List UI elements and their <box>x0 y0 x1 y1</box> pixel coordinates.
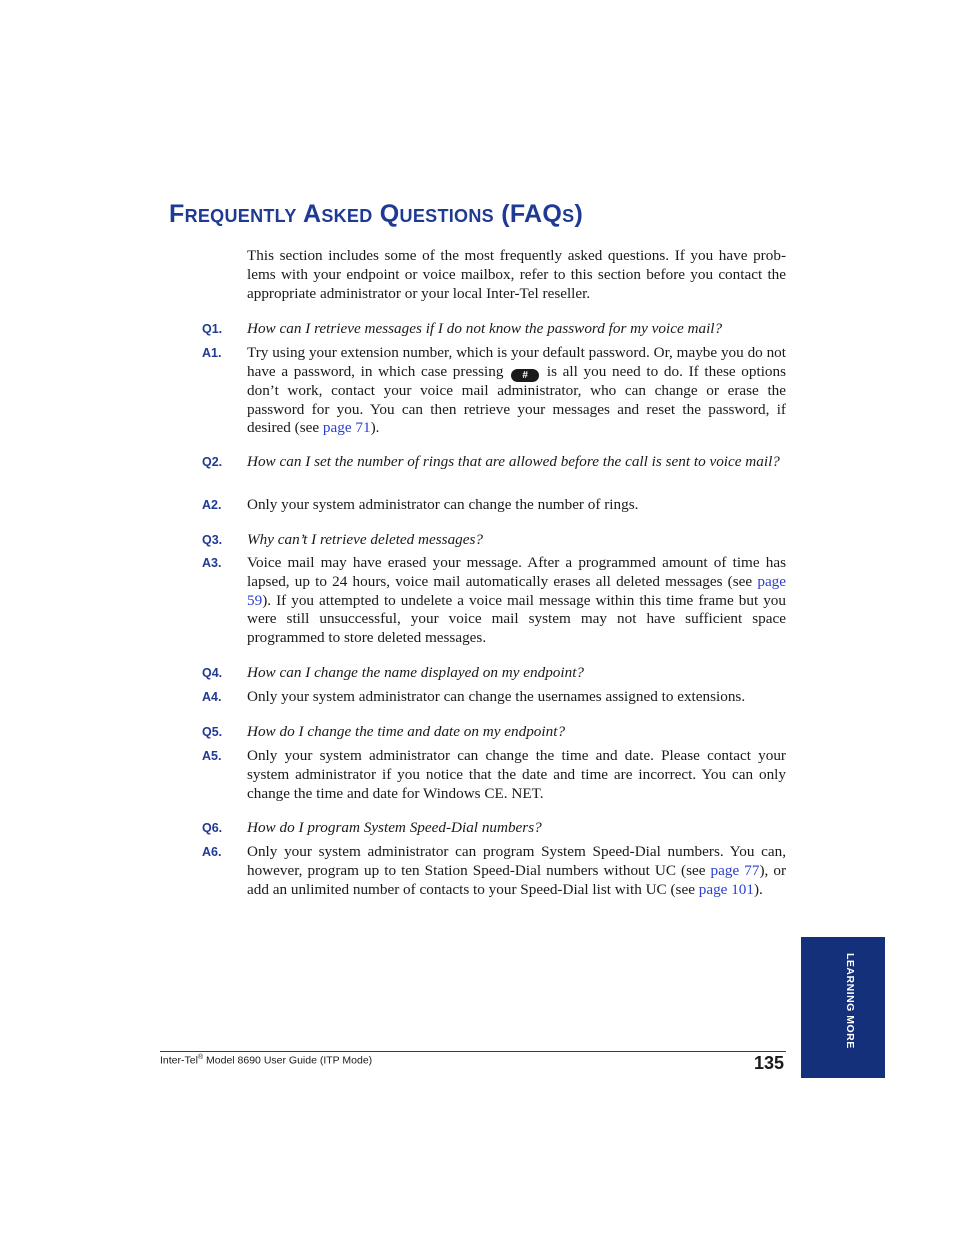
answer-text-part: Voice mail may have erased your message. After a programmed amount of time has lapsed, up to 24 hours, voice mail automatically erases all deleted messages (see <box>247 554 786 590</box>
title-part: F <box>169 200 185 228</box>
title-part: SKED <box>321 206 373 226</box>
answer-text-part: Try using your extension number, which is your default password. Or, maybe you do not have a password, in which case pressing <box>247 344 786 380</box>
footer-divider <box>160 1051 786 1052</box>
pound-key-icon: # <box>511 369 539 382</box>
question-text: Why can’t I retrieve deleted messages? <box>247 531 484 548</box>
section-tab-label: LEARNING MORE <box>844 953 856 1049</box>
page-link[interactable]: page 71 <box>322 419 371 437</box>
title-part: (FAQ <box>501 200 563 228</box>
answer-label: A6. <box>202 845 222 859</box>
footer-brand: Inter-Tel <box>160 1054 198 1067</box>
footer-guide-title: Model 8690 User Guide (ITP Mode) <box>203 1054 373 1067</box>
answer-label: A3. <box>202 556 222 570</box>
question-text: How can I set the number of rings that are allowed before the call is sent to voice mail? <box>247 453 780 470</box>
footer-title <box>160 1054 372 1067</box>
title-part: UESTIONS <box>399 206 494 226</box>
answer-text: Only your system administrator can change the usernames assigned to extensions. <box>247 688 746 705</box>
title-part: S <box>562 206 575 226</box>
question-text: How can I retrieve messages if I do not know the password for my voice mail? <box>247 320 723 337</box>
answer-text <box>247 843 786 899</box>
answer-label: A1. <box>202 346 222 360</box>
question-text: How do I change the time and date on my endpoint? <box>247 723 566 740</box>
answer-text-part: Only your system administrator can program System Speed-Dial numbers. You can, however, program up to ten Station Speed-Dial numbers without UC (see <box>247 843 786 879</box>
question-label: Q5. <box>202 725 223 739</box>
answer-text-part: ). If you attempted to undelete a voice mail message within this time frame but you were still unsuccessful, your voice mail system may not have sufficient space programmed to store deleted messages. <box>247 591 786 647</box>
registered-mark: ® <box>197 1054 204 1061</box>
answer-label: A5. <box>202 749 222 763</box>
page-link[interactable]: page 77 <box>710 861 760 879</box>
question-label: Q4. <box>202 666 223 680</box>
question-label: Q1. <box>202 322 223 336</box>
section-side-tab <box>801 937 885 1078</box>
answer-label: A2. <box>202 498 222 512</box>
answer-text: Only your system administrator can change the number of rings. <box>247 496 639 513</box>
answer-text-part: ). <box>753 880 763 898</box>
page-link[interactable]: page 101 <box>698 880 754 898</box>
page-number: 135 <box>753 1053 784 1073</box>
question-text: How do I program System Speed-Dial numbers? <box>247 819 542 836</box>
answer-text-part: ). <box>370 419 380 437</box>
answer-text <box>247 554 786 648</box>
question-text: How can I change the name displayed on my endpoint? <box>247 664 585 681</box>
title-part: Q <box>379 200 400 228</box>
title-part: REQUENTLY <box>184 206 297 226</box>
question-label: Q3. <box>202 533 223 547</box>
question-label: Q6. <box>202 821 223 835</box>
page-link[interactable]: page 59 <box>247 572 787 609</box>
answer-label: A4. <box>202 690 222 704</box>
title-part: A <box>302 200 322 228</box>
title-part: ) <box>574 200 584 228</box>
question-label: Q2. <box>202 455 223 469</box>
page-title <box>169 200 583 229</box>
answer-text <box>247 344 786 438</box>
answer-text: Only your system administrator can change the time and date. Please contact your system administrator if you notice that the date and time are incorrect. You can only change the time and date for Windows CE. NET. <box>247 747 786 802</box>
intro-paragraph: This section includes some of the most frequently asked questions. If you have problems with your endpoint or voice mailbox, refer to this section before you contact the appropriate administrator or your local Inter-Tel reseller. <box>247 247 786 302</box>
answer-text-part: ), or add an unlimited number of contacts to your Speed-Dial list with UC (see <box>247 861 786 898</box>
answer-text-part: is all you need to do. If these options don’t work, contact your voice mail administrator, who can change or erase the password for you. You can then retrieve your messages and reset the password, if desired (see <box>247 362 787 437</box>
